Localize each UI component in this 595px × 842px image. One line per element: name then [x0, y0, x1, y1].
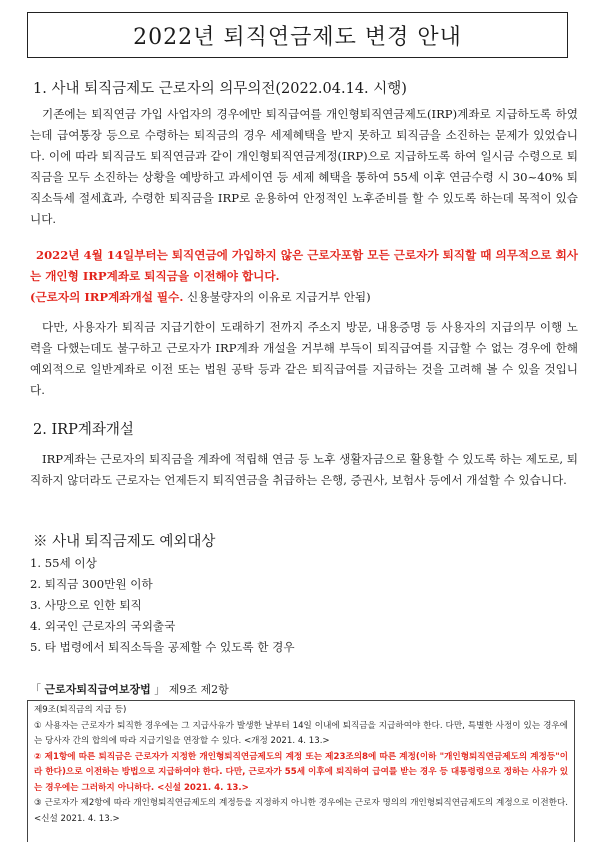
list-item: 4. 외국인 근로자의 국외출국: [30, 619, 176, 633]
section1-heading: 1. 사내 퇴직금제도 근로자의 의무의전(2022.04.14. 시행): [33, 81, 407, 97]
law-text-box: [27, 700, 575, 842]
exception-list: [30, 553, 295, 658]
page-title-text: 2022년 퇴직연금제도 변경 안내: [133, 24, 462, 50]
list-item: 1. 55세 이상: [30, 556, 97, 570]
list-item: 5. 타 법령에서 퇴직소득을 공제할 수 있도록 한 경우: [30, 640, 295, 654]
law-clause-2: ② 제1항에 따른 퇴직금은 근로자가 지정한 개인형퇴직연금제도의 계정 또는 제23조의8에 따른 계정(이하 "개인형퇴직연금제도의 계정등"이라 한다)으로 이전하는 방법으로 지급하여야 한다. 다만, 근로자가 55세 이후에 퇴직하여 급여를 받는 경우 등 대통령령으로 정하는 사유가 있는 경우에는 그러하지 아니하다. <신설 2021. 4. 13.>: [34, 751, 568, 793]
list-item: 2. 퇴직금 300만원 이하: [30, 577, 153, 591]
irp-notice-paren-rest: 신용불량자의 이유로 지급거부 안됨): [183, 290, 371, 304]
law-clause-3: ③ 근로자가 제2항에 따라 개인형퇴직연금제도의 계정등을 지정하지 아니한 경우에는 근로자 명의의 개인형퇴직연금제도의 계정으로 이전한다. <신설 2021. 4. 13.>: [34, 798, 568, 824]
section3-heading: ※ 사내 퇴직금제도 예외대상: [33, 534, 216, 550]
law-title-close: 」 제9조 제2항: [150, 683, 229, 696]
section2-heading: 2. IRP계좌개설: [33, 422, 134, 438]
law-clause-1: ① 사용자는 근로자가 퇴직한 경우에는 그 지급사유가 발생한 날부터 14일 이내에 퇴직금을 지급하여야 한다. 다만, 특별한 사정이 있는 경우에는 당사자 간의 합의에 따라 지급기일을 연장할 수 있다. <개정 2021. 4. 13.>: [34, 720, 568, 746]
irp-notice-red: 2022년 4월 14일부터는 퇴직연금에 가입하지 않은 근로자포함 모든 근로자가 퇴직할 때 의무적으로 회사는 개인형 IRP계좌로 퇴직금을 이전해야 합니다.: [30, 248, 578, 283]
section1-paragraph2: 다만, 사용자가 퇴직금 지급기한이 도래하기 전까지 주소지 방문, 내용증명 등 사용자의 지급의무 이행 노력을 다했는데도 불구하고 근로자가 IRP계좌 개설을 거부해 부득이 퇴직급여를 지급할 수 없는 경우에 한해 예외적으로 일반계좌로 이전 또는 법원 공탁 등과 같은 퇴직급여를 지급하는 것을 고려해 볼 수 있을 것입니다.: [30, 320, 578, 397]
irp-notice: [30, 245, 578, 308]
irp-notice-paren-red: (근로자의 IRP계좌개설 필수.: [30, 290, 184, 304]
page-title: [27, 12, 568, 58]
section1-paragraph1: 기존에는 퇴직연금 가입 사업자의 경우에만 퇴직급여를 개인형퇴직연금제도(IRP)계좌로 지급하도록 하였는데 급여통장 등으로 수령하는 퇴직금의 경우 세제혜택을 받지 못하고 퇴직금을 소진하는 문제가 있었습니다. 이에 따라 퇴직금도 퇴직연금과 같이 개인형퇴직연금계정(IRP)으로 지급하도록 하여 일시금 수령으로 퇴직금을 모두 소진하는 상황을 예방하고 과세이연 등 세제 혜택을 통하여 55세 이후 연금수령 시 30~40% 퇴직소득세 절세효과, 수령한 퇴직금을 IRP로 운용하여 안정적인 노후준비를 할 수 있도록 하는데 목적이 있습니다.: [30, 107, 578, 226]
list-item: 3. 사망으로 인한 퇴직: [30, 598, 142, 612]
law-title: [30, 681, 229, 697]
law-article-title: 제9조(퇴직금의 지급 등): [34, 705, 127, 715]
section2-paragraph: IRP계좌는 근로자의 퇴직금을 계좌에 적립해 연금 등 노후 생활자금으로 활용할 수 있도록 하는 제도로, 퇴직하지 않더라도 근로자는 언제든지 퇴직연금을 취급하는 은행, 증권사, 보험사 등에서 개설할 수 있습니다.: [30, 452, 578, 487]
law-title-name: 근로자퇴직급여보장법: [44, 683, 151, 696]
law-title-open: 「: [30, 683, 45, 696]
